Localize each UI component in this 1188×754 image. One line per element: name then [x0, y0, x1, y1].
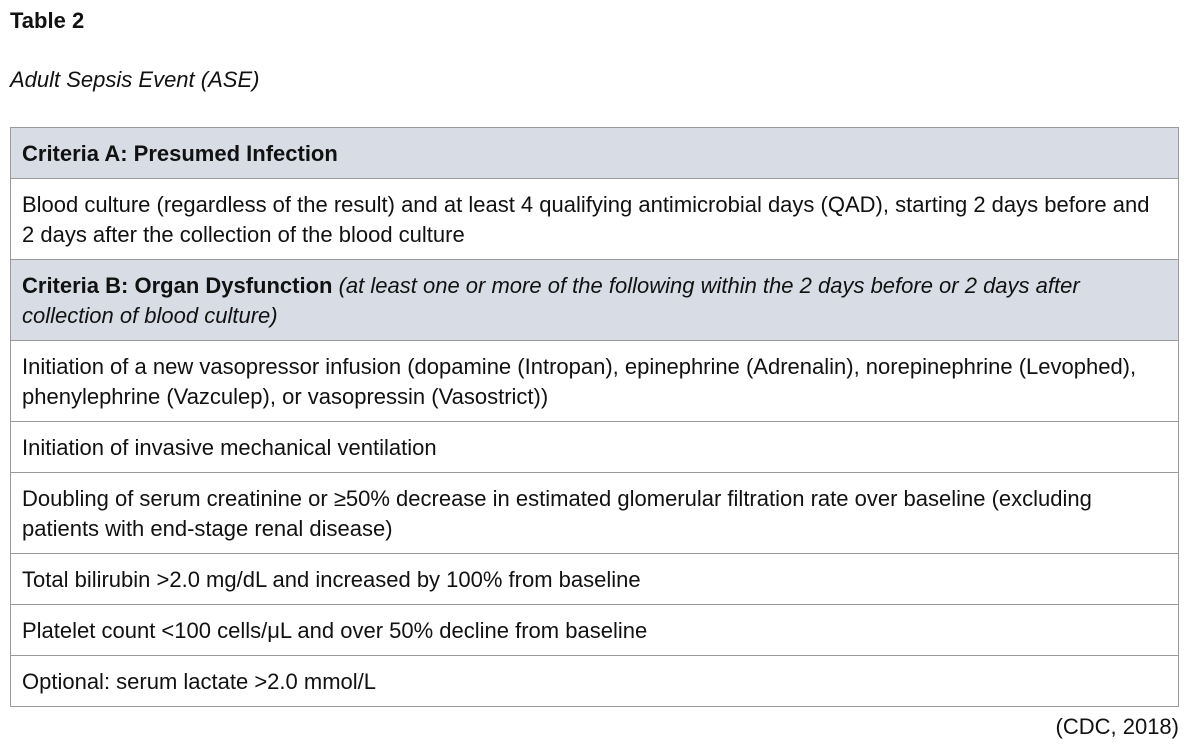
table-cell: Total bilirubin >2.0 mg/dL and increased by 100% from baseline: [11, 554, 1179, 605]
table-row: [11, 179, 1179, 260]
sepsis-criteria-table: [10, 127, 1179, 707]
table-cell: Initiation of invasive mechanical ventilation: [11, 422, 1179, 473]
table-row: [11, 554, 1179, 605]
table-row: [11, 473, 1179, 554]
table-cell: Optional: serum lactate >2.0 mmol/L: [11, 656, 1179, 707]
citation: (CDC, 2018): [1055, 714, 1179, 739]
table-cell: Blood culture (regardless of the result) and at least 4 qualifying antimicrobial days (QAD), starting 2 days before and 2 days after the collection of the blood culture: [11, 179, 1179, 260]
table-label: Table 2: [10, 8, 85, 33]
table-row: [11, 656, 1179, 707]
criteria-b-note: (at least one or more of the following within the 2 days before or 2 days after collection of blood culture): [22, 273, 1080, 328]
criteria-a-heading: Criteria A: Presumed Infection: [22, 141, 338, 166]
criteria-b-header-cell: [11, 260, 1179, 341]
criteria-b-heading: Criteria B: Organ Dysfunction: [22, 273, 333, 298]
criteria-b-header-row: [11, 260, 1179, 341]
table-title: Adult Sepsis Event (ASE): [10, 67, 260, 92]
table-cell: Initiation of a new vasopressor infusion (dopamine (Intropan), epinephrine (Adrenalin), norepinephrine (Levophed), phenylephrine (Vazculep), or vasopressin (Vasostrict)): [11, 341, 1179, 422]
table-row: [11, 341, 1179, 422]
table-row: [11, 422, 1179, 473]
table-cell: Platelet count <100 cells/μL and over 50% decline from baseline: [11, 605, 1179, 656]
table-cell: Doubling of serum creatinine or ≥50% decrease in estimated glomerular filtration rate over baseline (excluding patients with end-stage renal disease): [11, 473, 1179, 554]
criteria-a-header-cell: [11, 128, 1179, 179]
criteria-a-header-row: [11, 128, 1179, 179]
table-row: [11, 605, 1179, 656]
